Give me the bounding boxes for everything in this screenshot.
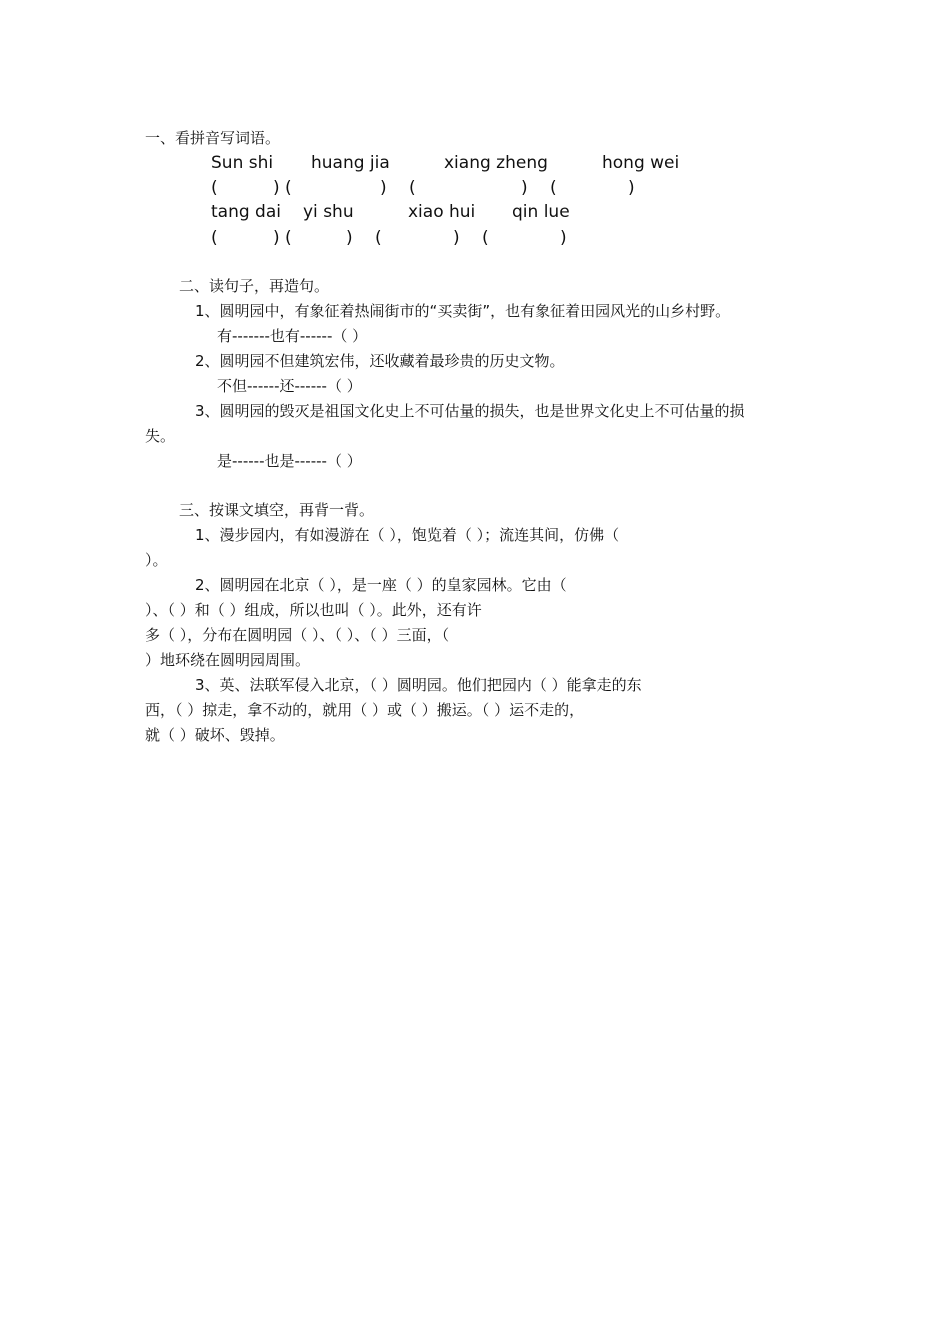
pinyin-tang-dai: tang dai: [211, 202, 281, 222]
pattern-2: 不但------还------（ ）: [217, 377, 362, 395]
answer-blank-paren: (: [482, 228, 489, 248]
answer-blank-paren: ): [521, 178, 528, 198]
pinyin-sun-shi: Sun shi: [211, 153, 274, 173]
fill-item-1-line-1: [195, 525, 619, 545]
fill-item-3-line-3: 就（ ）破坏、毁掉。: [145, 726, 285, 744]
section2-title: 二、读句子，再造句。: [179, 277, 330, 295]
sentence-2: [195, 351, 565, 371]
item-number: 2: [195, 352, 205, 370]
pinyin-yi-shu: yi shu: [303, 202, 354, 222]
answer-blank-paren: (: [375, 228, 382, 248]
answer-blank-paren: ): [628, 178, 635, 198]
answer-blank-paren: (: [550, 178, 557, 198]
answer-blank-paren: ): [346, 228, 353, 248]
answer-blank-paren: ): [380, 178, 387, 198]
pinyin-qin-lue: qin lue: [512, 202, 570, 222]
item-number: 1: [195, 526, 205, 544]
answer-blank-paren: (: [409, 178, 416, 198]
fill-text: 、英、法联军侵入北京，（ ）圆明园。他们把园内（ ）能拿走的东: [204, 676, 642, 694]
item-number: 3: [195, 402, 205, 420]
fill-item-3-line-2: 西，（ ）掠走，拿不动的，就用（ ）或（ ）搬运。（ ）运不走的，: [145, 701, 585, 719]
answer-blank-paren: ): [273, 178, 280, 198]
item-number: 2: [195, 576, 205, 594]
pattern-1: 有-------也有------（ ）: [217, 327, 368, 345]
pattern-3: 是------也是------（ ）: [217, 452, 362, 470]
section3-title: 三、按课文填空，再背一背。: [179, 501, 375, 519]
fill-text: 、圆明园在北京（ ），是一座（ ）的皇家园林。它由（: [204, 576, 567, 594]
fill-item-3-line-1: [195, 675, 642, 695]
pinyin-xiao-hui: xiao hui: [408, 202, 476, 222]
fill-item-2-line-4: ）地环绕在圆明园周围。: [145, 651, 311, 669]
sentence-text: 、圆明园的毁灭是祖国文化史上不可估量的损失，也是世界文化史上不可估量的损: [204, 402, 745, 420]
fill-item-2-line-2: ）、（ ）和（ ）组成，所以也叫（ ）。此外，还有许: [145, 601, 482, 619]
sentence-1: [195, 301, 730, 321]
sentence-3: [195, 401, 745, 421]
sentence-3-continued: 失。: [145, 427, 176, 445]
answer-blank-open: (: [211, 228, 218, 248]
answer-blank-paren: (: [285, 178, 292, 198]
answer-blank-paren: ): [453, 228, 460, 248]
answer-blank-paren: ): [273, 228, 280, 248]
answer-blank-paren: (: [285, 228, 292, 248]
sentence-text: 、圆明园不但建筑宏伟，还收藏着最珍贵的历史文物。: [204, 352, 565, 370]
fill-item-2-line-3: 多（ ），分布在圆明园（ ）、（ ）、（ ）三面，（: [145, 626, 450, 644]
fill-text: 、漫步园内，有如漫游在（ ），饱览着（ ）；流连其间，仿佛（: [204, 526, 620, 544]
answer-blank-paren: ): [560, 228, 567, 248]
sentence-text: 、圆明园中，有象征着热闹街市的“买卖街”，也有象征着田园风光的山乡村野。: [204, 302, 731, 320]
pinyin-huang-jia: huang jia: [311, 153, 390, 173]
fill-item-1-line-2: ）。: [145, 551, 168, 569]
pinyin-xiang-zheng: xiang zheng: [444, 153, 548, 173]
answer-blank-open: (: [211, 178, 218, 198]
pinyin-hong-wei: hong wei: [602, 153, 680, 173]
item-number: 1: [195, 302, 205, 320]
item-number: 3: [195, 676, 205, 694]
fill-item-2-line-1: [195, 575, 567, 595]
section1-title: 一、看拼音写词语。: [145, 129, 281, 147]
